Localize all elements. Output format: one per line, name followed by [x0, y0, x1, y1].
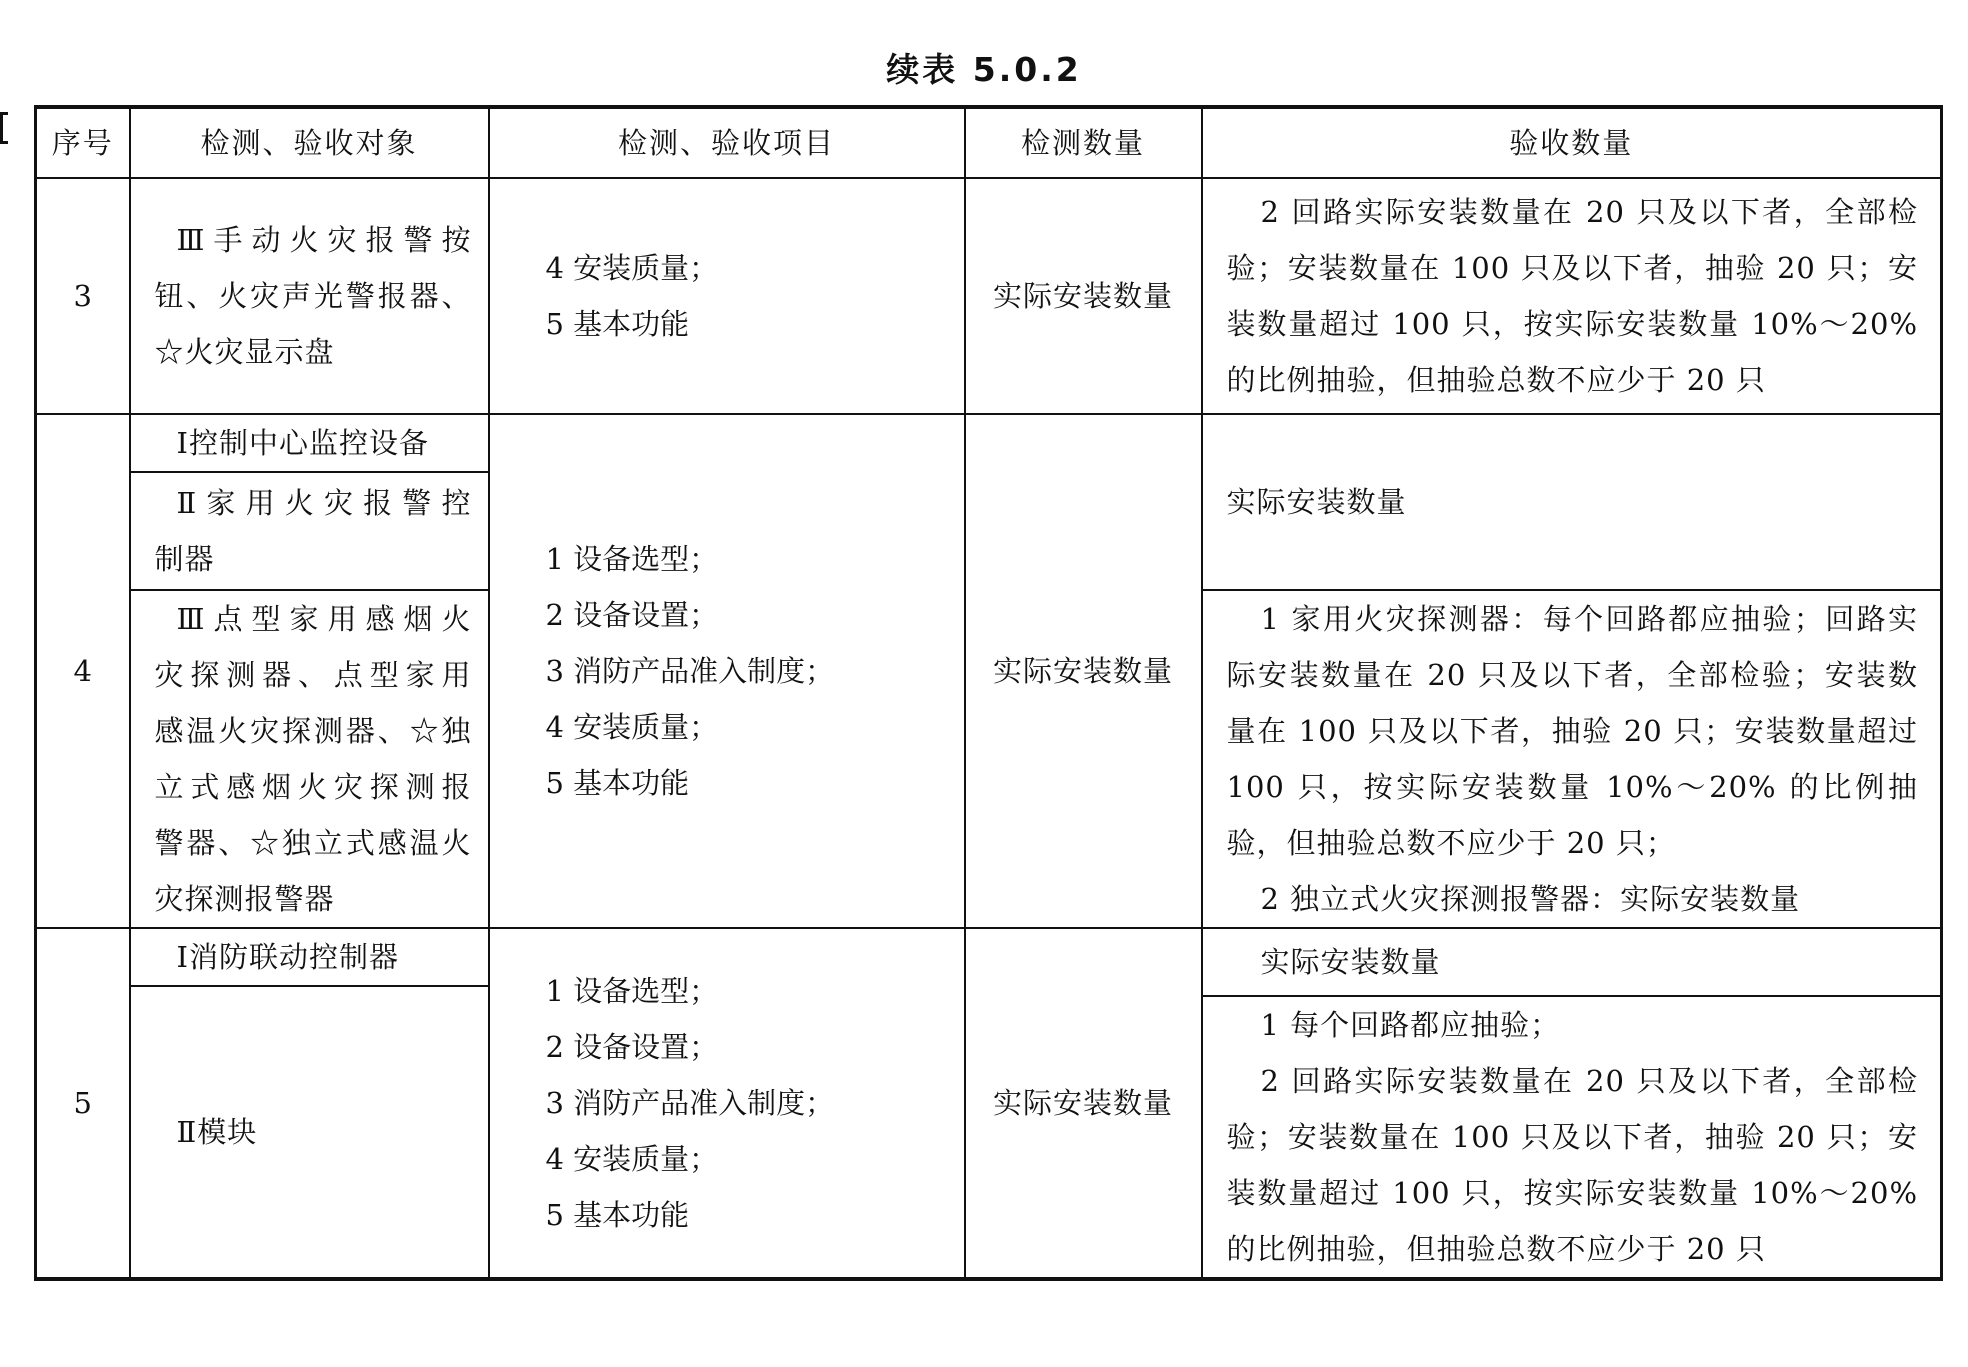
header-acceptance: 验收数量 — [1202, 107, 1942, 178]
object-cell: Ⅲ点型家用感烟火 灾探测器、点型家用 感温火灾探测器、☆独 立式感烟火灾探测报 警器、☆独立式感温火 灾探测报警器 — [130, 590, 489, 928]
items-cell: 1 设备选型； 2 设备设置； 3 消防产品准入制度； 4 安装质量； 5 基本功能 — [489, 414, 965, 928]
acceptance-cell: 2 回路实际安装数量在 20 只及以下者，全部检 验；安装数量在 100 只及以下者，抽验 20 只；安 装数量超过 100 只，按实际安装数量 10%～20% 的比例抽验，但抽验总数不应少于 20 只 — [1202, 178, 1942, 414]
object-cell: Ⅰ消防联动控制器 — [130, 928, 489, 986]
object-cell: Ⅰ控制中心监控设备 — [130, 414, 489, 472]
object-cell: Ⅱ家用火灾报警控 制器 — [130, 472, 489, 590]
test-qty-cell: 实际安装数量 — [965, 178, 1202, 414]
acceptance-table — [34, 105, 1943, 1281]
items-cell: 4 安装质量； 5 基本功能 — [489, 178, 965, 414]
page-edge-mark — [0, 112, 8, 144]
header-test-qty: 检测数量 — [965, 107, 1202, 178]
table-row — [36, 178, 1942, 414]
acceptance-cell: 实际安装数量 — [1202, 928, 1942, 996]
header-row — [36, 107, 1942, 178]
object-cell: Ⅱ模块 — [130, 986, 489, 1279]
row-number: 3 — [36, 178, 130, 414]
row-number: 5 — [36, 928, 130, 1279]
items-cell: 1 设备选型； 2 设备设置； 3 消防产品准入制度； 4 安装质量； 5 基本功能 — [489, 928, 965, 1279]
acceptance-cell: 1 每个回路都应抽验； 2 回路实际安装数量在 20 只及以下者，全部检 验；安装数量在 100 只及以下者，抽验 20 只；安 装数量超过 100 只，按实际安装数量 10%～20% 的比例抽验，但抽验总数不应少于 20 只 — [1202, 996, 1942, 1279]
table-title: 续表 5.0.2 — [886, 50, 1082, 89]
header-no: 序号 — [36, 107, 130, 178]
acceptance-cell: 1 家用火灾探测器：每个回路都应抽验；回路实 际安装数量在 20 只及以下者，全部检验；安装数 量在 100 只及以下者，抽验 20 只；安装数量超过 100 只，按实际安装数量 10%～20% 的比例抽 验，但抽验总数不应少于 20 只； 2 独立式火灾探测报警器：实际安装数量 — [1202, 590, 1942, 928]
test-qty-cell: 实际安装数量 — [965, 928, 1202, 1279]
object-cell: Ⅲ手动火灾报警按 钮、火灾声光警报器、 ☆火灾显示盘 — [130, 178, 489, 414]
header-items: 检测、验收项目 — [489, 107, 965, 178]
row-number: 4 — [36, 414, 130, 928]
acceptance-cell: 实际安装数量 — [1202, 414, 1942, 590]
test-qty-cell: 实际安装数量 — [965, 414, 1202, 928]
header-object: 检测、验收对象 — [130, 107, 489, 178]
table-row — [36, 414, 1942, 472]
table-row — [36, 928, 1942, 986]
